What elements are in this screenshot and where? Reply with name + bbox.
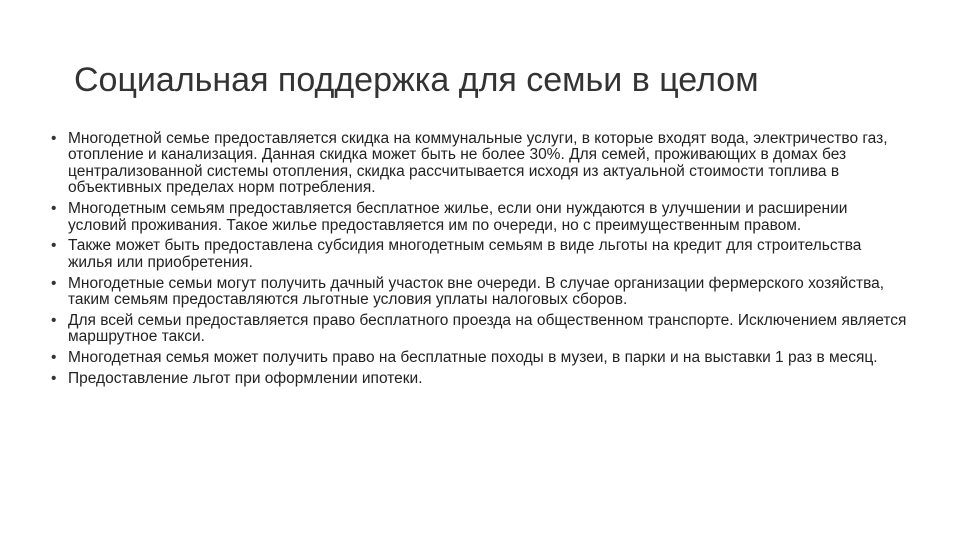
bullet-item: • Предоставление льгот при оформлении ипотеки. [48, 371, 908, 387]
bullet-item: • Многодетные семьи могут получить дачный участок вне очереди. В случае организации фермерского хозяйства, таким семьям предоставляются льготные условия уплаты налоговых сборов. [48, 276, 908, 309]
bullet-item: • Для всей семьи предоставляется право бесплатного проезда на общественном транспорте. Исключением является маршрутное такси. [48, 313, 908, 346]
bullet-list [48, 131, 908, 392]
bullet-item: • Также может быть предоставлена субсидия многодетным семьям в виде льготы на кредит для строительства жилья или приобретения. [48, 238, 908, 271]
slide-title: Социальная поддержка для семьи в целом [74, 61, 759, 99]
bullet-item: • Многодетной семье предоставляется скидка на коммунальные услуги, в которые входят вода, электричество газ, отопление и канализация. Данная скидка может быть не более 30%. Для семей, проживающих в домах без централизованной системы отопления, скидка рассчитывается исходя из актуальной стоимости топлива в объективных пределах норм потребления. [48, 131, 908, 197]
bullet-item: • Многодетным семьям предоставляется бесплатное жилье, если они нуждаются в улучшении и расширении условий проживания. Такое жилье предоставляется им по очереди, но с преимущественным правом. [48, 201, 908, 234]
bullet-item: • Многодетная семья может получить право на бесплатные походы в музеи, в парки и на выставки 1 раз в месяц. [48, 350, 908, 366]
